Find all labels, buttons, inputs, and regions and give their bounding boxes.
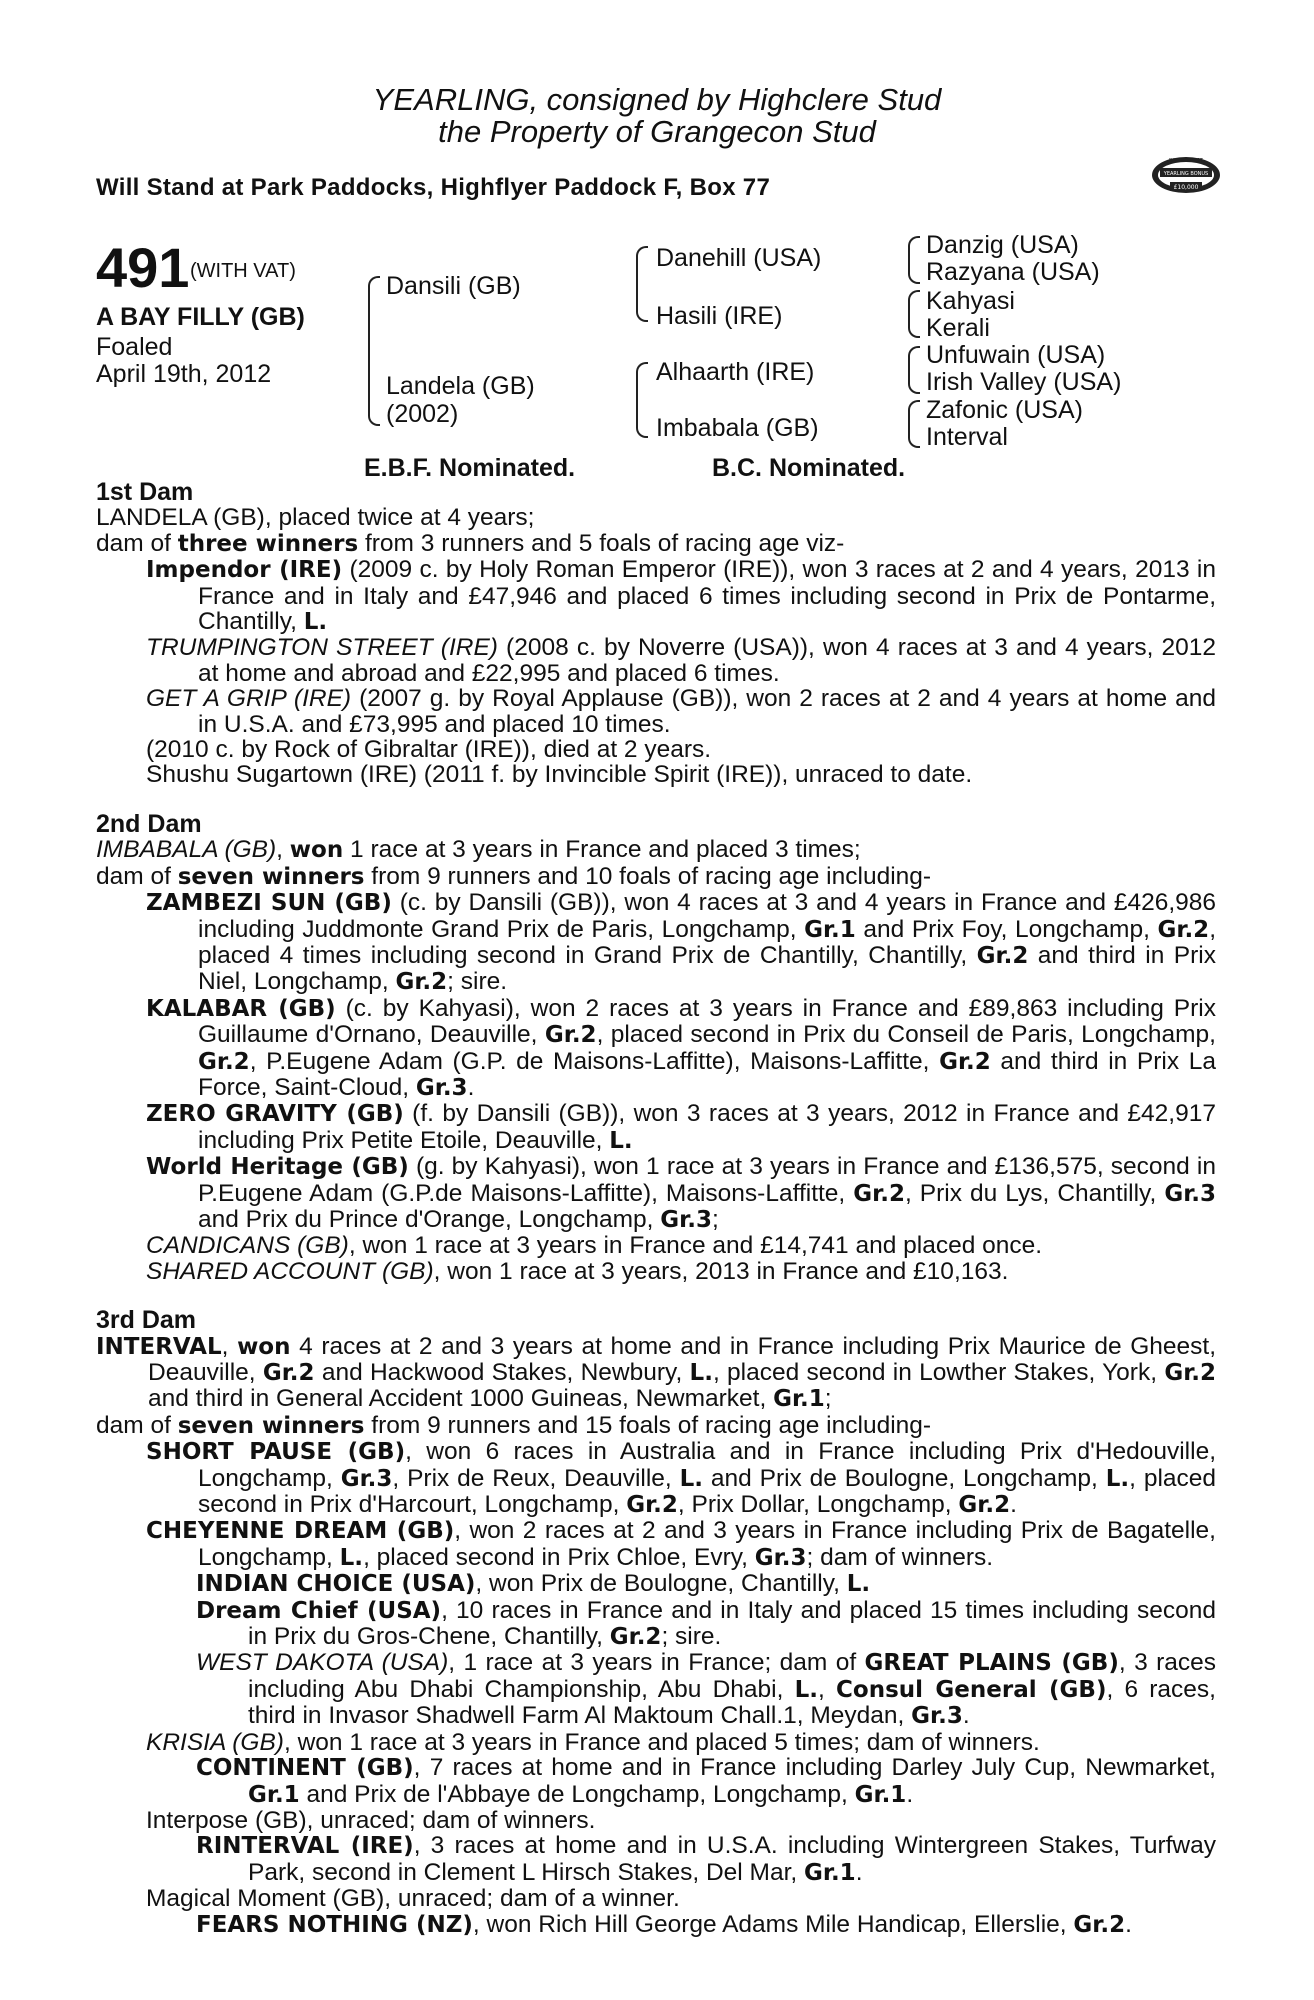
first-dam-entry: GET A GRIP (IRE) (2007 g. by Royal Applause (GB)), won 2 races at 2 and 4 years at home and in U.S.A. and £73,995 and placed 10 times. [146, 685, 1216, 738]
third-dam-produce-summary: dam of seven winners from 9 runners and 15 foals of racing age including- [96, 1411, 932, 1439]
third-dam-entry: Interpose (GB), unraced; dam of winners. [146, 1806, 596, 1834]
first-dam-entry: Shushu Sugartown (IRE) (2011 f. by Invincible Spirit (IRE)), unraced to date. [146, 761, 973, 789]
pedigree-sss: Danzig (USA) [926, 231, 1079, 259]
catalogue-body [96, 480, 1216, 1938]
foaled-date: April 19th, 2012 [96, 360, 272, 388]
pedigree-dam-year: (2002) [386, 400, 459, 428]
pedigree-ds: Alhaarth (IRE) [656, 358, 815, 386]
second-dam-produce-summary: dam of seven winners from 9 runners and 10 foals of racing age including- [96, 862, 932, 890]
third-dam-entry: CHEYENNE DREAM (GB), won 2 races at 2 and 3 years in France including Prix de Bagatelle, Longchamp, L., placed second in Prix Chloe, Evry, Gr.3; dam of winners. [146, 1517, 1216, 1571]
pedigree-brace-ss [908, 236, 920, 284]
pedigree-dam: Landela (GB) [386, 372, 535, 400]
pedigree-brace-sire [636, 246, 648, 322]
stand-location: Will Stand at Park Paddocks, Highflyer Paddock F, Box 77 [96, 174, 771, 201]
second-dam-entry: ZERO GRAVITY (GB) (f. by Dansili (GB)), won 3 races at 3 years, 2012 in France and £42,917 including Prix Petite Etoile, Deauville, L. [146, 1100, 1216, 1154]
lot-name: A BAY FILLY (GB) [96, 303, 305, 331]
first-dam-entry: TRUMPINGTON STREET (IRE) (2008 c. by Noverre (USA)), won 4 races at 3 and 4 years, 2012 at home and abroad and £22,995 and placed 6 times. [146, 634, 1217, 687]
svg-text:RACING POST: RACING POST [1169, 158, 1203, 164]
third-dam-intro: INTERVAL, won 4 races at 2 and 3 years at home and in France including Prix Maurice de Gheest, Deauville, Gr.2 and Hackwood Stakes, Newbury, L., placed second in Lowther Stakes, York, Gr.2 and third in General Accident 1000 Guineas, Newmarket, Gr.1; [96, 1332, 1216, 1413]
third-dam-grand-entry: FEARS NOTHING (NZ), won Rich Hill George Adams Mile Handicap, Ellerslie, Gr.2. [196, 1910, 1132, 1938]
pedigree-dsd: Irish Valley (USA) [926, 368, 1122, 396]
first-dam-heading: 1st Dam [96, 478, 194, 506]
third-dam-grand-entry: Dream Chief (USA), 10 races in France and in Italy and placed 15 times including second in Prix du Gros-Chene, Chantilly, Gr.2; sire. [196, 1596, 1217, 1651]
second-dam-entry: World Heritage (GB) (g. by Kahyasi), won 1 race at 3 years in France and £136,575, second in P.Eugene Adam (G.P.de Maisons-Laffitte), Maisons-Laffitte, Gr.2, Prix du Lys, Chantilly, Gr.3 and Prix du Prince d'Orange, Longchamp, Gr.3; [146, 1153, 1216, 1233]
pedigree-ss: Danehill (USA) [656, 244, 822, 272]
third-dam-grand-entry: WEST DAKOTA (USA), 1 race at 3 years in France; dam of GREAT PLAINS (GB), 3 races including Abu Dhabi Championship, Abu Dhabi, L., Consul General (GB), 6 races, third in Invasor Shadwell Farm Al Maktoum Chall.1, Meydan, Gr.3. [196, 1649, 1216, 1730]
foaled-label: Foaled [96, 333, 173, 361]
pedigree-dd: Imbabala (GB) [656, 414, 819, 442]
pedigree-brace-gen1 [368, 276, 380, 426]
second-dam-entry: ZAMBEZI SUN (GB) (c. by Dansili (GB)), won 4 races at 3 and 4 years in France and £426,986 including Juddmonte Grand Prix de Paris, Longchamp, Gr.1 and Prix Foy, Longchamp, Gr.2, placed 4 times including second in Grand Prix de Chantilly, Chantilly, Gr.2 and third in Prix Niel, Longchamp, Gr.2; sire. [146, 889, 1216, 996]
second-dam-entry: SHARED ACCOUNT (GB), won 1 race at 3 years, 2013 in France and £10,163. [146, 1257, 1009, 1285]
pedigree-dss: Unfuwain (USA) [926, 341, 1106, 369]
yearling-bonus-badge-icon [1150, 148, 1222, 198]
ebf-nomination: E.B.F. Nominated. [364, 454, 576, 482]
bc-nomination: B.C. Nominated. [712, 454, 906, 482]
third-dam-entry: SHORT PAUSE (GB), won 6 races in Australia and in France including Prix d'Hedouville, Longchamp, Gr.3, Prix de Reux, Deauville, L. and Prix de Boulogne, Longchamp, L., placed second in Prix d'Harcourt, Longchamp, Gr.2, Prix Dollar, Longchamp, Gr.2. [146, 1438, 1217, 1519]
pedigree-sdd: Kerali [926, 314, 990, 342]
third-dam-entry: Magical Moment (GB), unraced; dam of a winner. [146, 1885, 680, 1913]
pedigree-brace-ds [908, 346, 920, 394]
pedigree-dds: Zafonic (USA) [926, 396, 1083, 424]
first-dam-entry: Impendor (IRE) (2009 c. by Holy Roman Emperor (IRE)), won 3 races at 2 and 4 years, 2013 in France and in Italy and £47,946 and placed 6 times including second in Prix de Pontarme, Chantilly, L. [146, 556, 1216, 636]
second-dam-intro: IMBABALA (GB), won 1 race at 3 years in France and placed 3 times; [96, 836, 861, 864]
first-dam-entry: (2010 c. by Rock of Gibraltar (IRE)), died at 2 years. [146, 736, 712, 764]
pedigree-brace-sd [908, 290, 920, 338]
third-dam-entry: KRISIA (GB), won 1 race at 3 years in France and placed 5 times; dam of winners. [146, 1728, 1040, 1756]
pedigree-brace-dd [908, 400, 920, 448]
pedigree-ssd: Razyana (USA) [926, 258, 1100, 286]
second-dam-entry: CANDICANS (GB), won 1 race at 3 years in France and £14,741 and placed once. [146, 1232, 1043, 1260]
pedigree-sd: Hasili (IRE) [656, 302, 783, 330]
third-dam-heading: 3rd Dam [96, 1306, 197, 1335]
header-line-2: the Property of Grangecon Stud [438, 114, 876, 149]
third-dam-grand-entry: CONTINENT (GB), 7 races at home and in France including Darley July Cup, Newmarket, Gr.1 and Prix de l'Abbaye de Longchamp, Longchamp, Gr.1. [196, 1754, 1216, 1808]
third-dam-grand-entry: RINTERVAL (IRE), 3 races at home and in U.S.A. including Wintergreen Stakes, Turfway Park, second in Clement L Hirsch Stakes, Del Mar, Gr.1. [196, 1832, 1216, 1886]
svg-text:YEARLING BONUS: YEARLING BONUS [1163, 171, 1209, 177]
second-dam-heading: 2nd Dam [96, 809, 202, 838]
second-dam-entry: KALABAR (GB) (c. by Kahyasi), won 2 races at 3 years in France and £89,863 including Prix Guillaume d'Ornano, Deauville, Gr.2, placed second in Prix du Conseil de Paris, Longchamp, Gr.2, P.Eugene Adam (G.P. de Maisons-Laffitte), Maisons-Laffitte, Gr.2 and third in Prix La Force, Saint-Cloud, Gr.3. [146, 994, 1216, 1101]
pedigree-sds: Kahyasi [926, 287, 1015, 315]
pedigree-brace-dam [636, 362, 648, 438]
first-dam-intro: LANDELA (GB), placed twice at 4 years; [96, 504, 535, 532]
pedigree-ddd: Interval [926, 423, 1008, 451]
lot-number: 491 [96, 236, 190, 299]
third-dam-grand-entry: INDIAN CHOICE (USA), won Prix de Boulogne, Chantilly, L. [196, 1570, 871, 1598]
first-dam-produce-summary: dam of three winners from 3 runners and 5 foals of racing age viz- [96, 529, 845, 557]
svg-text:£10,000: £10,000 [1173, 184, 1199, 191]
pedigree-sire: Dansili (GB) [386, 272, 521, 300]
vat-label: (WITH VAT) [190, 260, 296, 282]
header-line-1: YEARLING, consigned by Highclere Stud [372, 82, 942, 117]
